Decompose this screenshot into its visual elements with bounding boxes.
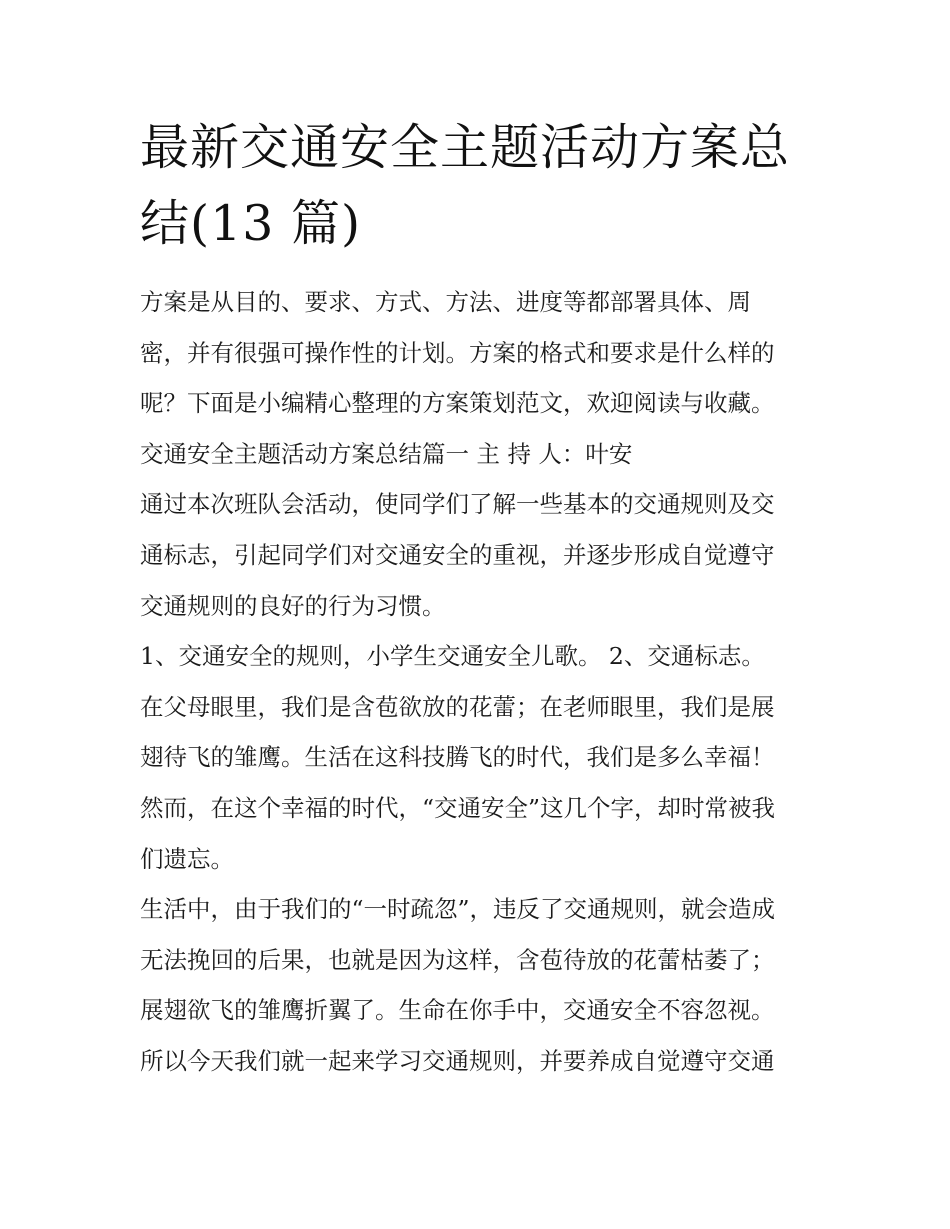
document-body bbox=[140, 277, 830, 1087]
paragraph-section-heading bbox=[140, 429, 830, 480]
text-line: 1、交通安全的规则，小学生交通安全儿歌。 2、交通标志。 bbox=[140, 642, 765, 671]
text-line: 密，并有很强可操作性的计划。方案的格式和要求是什么样的 bbox=[140, 338, 775, 367]
text-line: 方案是从目的、要求、方式、方法、进度等都部署具体、周 bbox=[140, 288, 751, 316]
title-line: 最新交通安全主题活动方案总 bbox=[140, 119, 791, 176]
text-line: 呢？下面是小编精心整理的方案策划范文，欢迎阅读与收藏。 bbox=[140, 389, 775, 418]
text-line: 交通安全主题活动方案总结篇一 主 持 人：叶安 bbox=[140, 439, 633, 468]
title-line: 结(13 篇) bbox=[140, 195, 362, 252]
paragraph-body-2 bbox=[140, 884, 830, 1086]
text-line: 在父母眼里，我们是含苞欲放的花蕾；在老师眼里，我们是展 bbox=[140, 692, 775, 721]
paragraph-intro bbox=[140, 277, 830, 429]
paragraph-body-1 bbox=[140, 682, 830, 884]
text-line: 交通规则的良好的行为习惯。 bbox=[140, 591, 446, 620]
text-line: 通过本次班队会活动，使同学们了解一些基本的交通规则及交 bbox=[140, 490, 775, 519]
paragraph-purpose bbox=[140, 479, 830, 631]
text-line: 们遗忘。 bbox=[140, 844, 234, 873]
paragraph-list bbox=[140, 631, 830, 682]
text-line: 无法挽回的后果，也就是因为这样，含苞待放的花蕾枯萎了； bbox=[140, 945, 775, 974]
text-line: 通标志，引起同学们对交通安全的重视，并逐步形成自觉遵守 bbox=[140, 540, 775, 569]
text-line: 翅待飞的雏鹰。生活在这科技腾飞的时代，我们是多么幸福！ bbox=[140, 743, 775, 772]
text-line: 生活中，由于我们的“一时疏忽”，违反了交通规则，就会造成 bbox=[140, 895, 776, 924]
text-line: 然而，在这个幸福的时代，“交通安全”这几个字，却时常被我 bbox=[140, 793, 776, 822]
text-line: 展翅欲飞的雏鹰折翼了。生命在你手中，交通安全不容忽视。 bbox=[140, 996, 775, 1025]
document-title bbox=[140, 110, 820, 262]
text-line: 所以今天我们就一起来学习交通规则，并要养成自觉遵守交通 bbox=[140, 1046, 775, 1075]
